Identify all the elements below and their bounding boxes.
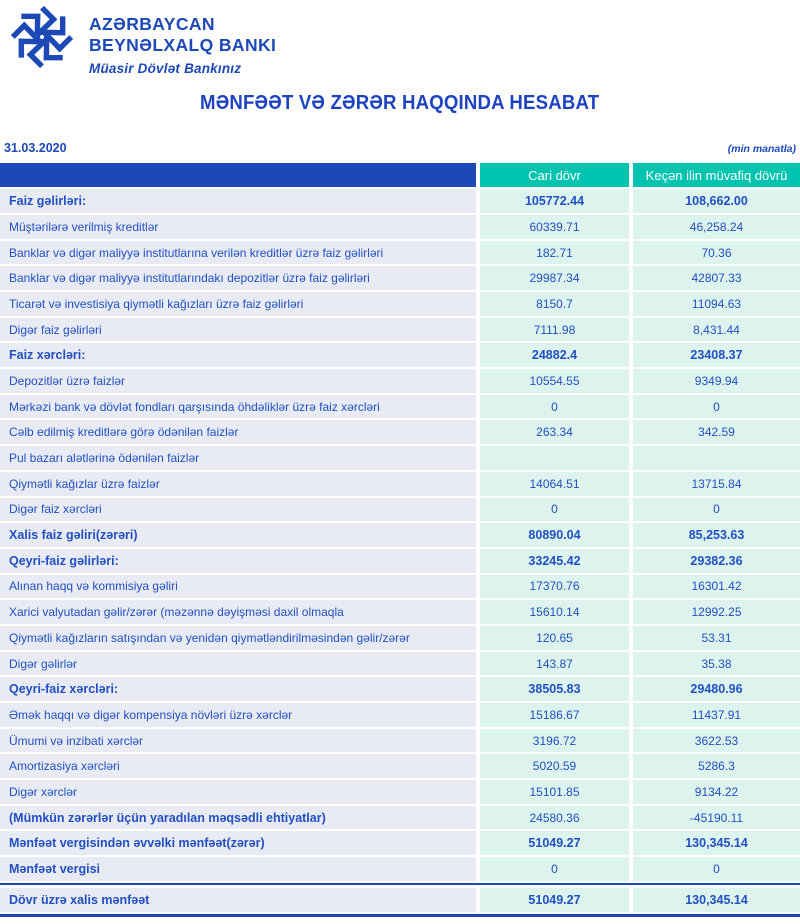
row-value-current: 0 [480,857,629,881]
row-label: Qiymətli kağızların satışından və yenidən qiymətləndirilməsindən gəlir/zərər [0,626,476,650]
header-cell-current-period: Cari dövr [480,163,629,187]
pnl-table [0,163,800,916]
row-value-previous: 0 [633,857,800,881]
bank-name [89,14,276,55]
row-label: Cəlb edilmiş kreditlərə görə ödənilən faizlər [0,420,476,444]
table-row [0,575,800,599]
row-label: Ümumi və inzibati xərclər [0,729,476,753]
row-value-current: 17370.76 [480,575,629,599]
row-value-current: 0 [480,395,629,419]
row-label: Digər xərclər [0,780,476,804]
table-bottom-border [0,914,800,917]
row-label: Qeyri-faiz gəlirləri: [0,549,476,573]
row-value-previous: 11094.63 [633,292,800,316]
row-value-current: 15610.14 [480,600,629,624]
unit-note: (min manatla) [727,143,796,156]
row-label: Ticarət və investisiya qiymətli kağızları üzrə faiz gəlirləri [0,292,476,316]
table-row [0,780,800,804]
row-value-current: 15186.67 [480,703,629,727]
table-row [0,420,800,444]
row-value-previous: 35.38 [633,652,800,676]
row-label: Digər gəlirlər [0,652,476,676]
table-row [0,888,800,912]
table-row [0,549,800,573]
report-date: 31.03.2020 [4,141,67,156]
table-row [0,369,800,393]
row-label: Depozitlər üzrə faizlər [0,369,476,393]
row-label: Amortizasiya xərcləri [0,754,476,778]
table-row [0,754,800,778]
brand-text [89,3,276,76]
row-value-previous: 130,345.14 [633,831,800,855]
table-row [0,498,800,522]
row-value-current [480,446,629,470]
header-cell-empty [0,163,476,187]
row-value-current: 29987.34 [480,266,629,290]
row-label: Digər faiz gəlirləri [0,318,476,342]
row-value-current: 10554.55 [480,369,629,393]
row-value-previous: 11437.91 [633,703,800,727]
row-value-previous: 342.59 [633,420,800,444]
row-value-current: 38505.83 [480,677,629,701]
row-label: Mərkəzi bank və dövlət fondları qarşısında öhdəliklər üzrə faiz xərcləri [0,395,476,419]
row-label: Banklar və digər maliyyə institutlarına verilən kreditlər üzrə faiz gəlirləri [0,241,476,265]
row-value-previous: 3622.53 [633,729,800,753]
row-label: Alınan haqq və kommisiya gəliri [0,575,476,599]
row-label: Xarici valyutadan gəlir/zərər (məzənnə dəyişməsi daxil olmaqla [0,600,476,624]
meta-row [0,141,800,155]
table-row [0,523,800,547]
row-value-previous: 85,253.63 [633,523,800,547]
row-label: Dövr üzrə xalis mənfəət [0,888,476,912]
row-value-previous: 53.31 [633,626,800,650]
row-value-previous: 29480.96 [633,677,800,701]
bank-tagline: Müasir Dövlət Bankınız [89,61,242,77]
row-value-previous: 0 [633,498,800,522]
table-row [0,677,800,701]
table-row [0,652,800,676]
row-label: Qeyri-faiz xərcləri: [0,677,476,701]
row-value-previous: 108,662.00 [633,189,800,213]
row-value-current: 8150.7 [480,292,629,316]
table-row [0,189,800,213]
row-label: Müştərilərə verilmiş kreditlər [0,215,476,239]
table-row [0,472,800,496]
bank-knot-logo-icon [8,3,76,71]
row-value-previous: 5286.3 [633,754,800,778]
table-row [0,266,800,290]
table-row [0,395,800,419]
bank-name-line1: AZƏRBAYCAN [89,14,215,34]
row-value-previous: 70.36 [633,241,800,265]
row-value-current: 3196.72 [480,729,629,753]
table-row [0,857,800,881]
row-value-previous: 130,345.14 [633,888,800,912]
row-value-current: 143.87 [480,652,629,676]
page-title: MƏNFƏƏT VƏ ZƏRƏR HAQQINDA HESABAT [200,92,600,115]
row-value-current: 15101.85 [480,780,629,804]
row-value-current: 51049.27 [480,831,629,855]
row-value-current: 0 [480,498,629,522]
row-value-previous: 13715.84 [633,472,800,496]
table-row [0,343,800,367]
row-label: Mənfəət vergisi [0,857,476,881]
table-row [0,703,800,727]
table-row [0,318,800,342]
title-row [0,92,800,115]
row-label: Digər faiz xərcləri [0,498,476,522]
row-label: Xalis faiz gəliri(zərəri) [0,523,476,547]
row-value-current: 33245.42 [480,549,629,573]
table-header-row [0,163,800,187]
row-value-current: 24580.36 [480,806,629,830]
row-value-current: 7111.98 [480,318,629,342]
row-value-current: 51049.27 [480,888,629,912]
table-row [0,292,800,316]
table-row [0,241,800,265]
row-value-current: 5020.59 [480,754,629,778]
row-value-current: 182.71 [480,241,629,265]
row-value-current: 60339.71 [480,215,629,239]
row-value-previous: 16301.42 [633,575,800,599]
table-row [0,446,800,470]
header-cell-previous-period: Keçən ilin müvafiq dövrü [633,163,800,187]
table-row [0,600,800,624]
row-label: Qiymətli kağızlar üzrə faizlər [0,472,476,496]
row-value-current: 120.65 [480,626,629,650]
table-row [0,806,800,830]
row-label: Banklar və digər maliyyə institutlarındakı depozitlər üzrə faiz gəlirləri [0,266,476,290]
row-value-previous: 8,431.44 [633,318,800,342]
table-row [0,215,800,239]
row-label: Faiz gəlirləri: [0,189,476,213]
row-value-previous: 9134.22 [633,780,800,804]
table-separator-line [0,883,800,885]
row-label: Əmək haqqı və digər kompensiya növləri üzrə xərclər [0,703,476,727]
row-label: Pul bazarı alətlərinə ödənilən faizlər [0,446,476,470]
table-row [0,729,800,753]
row-value-current: 14064.51 [480,472,629,496]
table-row [0,626,800,650]
row-value-current: 263.34 [480,420,629,444]
row-value-previous: 23408.37 [633,343,800,367]
table-body [0,189,800,911]
row-value-previous: 46,258.24 [633,215,800,239]
row-value-previous: 0 [633,395,800,419]
row-value-current: 24882.4 [480,343,629,367]
brand-header [0,0,800,76]
row-value-previous: 12992.25 [633,600,800,624]
row-value-previous: 42807.33 [633,266,800,290]
row-label: (Mümkün zərərlər üçün yaradılan məqsədli ehtiyatlar) [0,806,476,830]
row-value-current: 80890.04 [480,523,629,547]
row-label: Mənfəət vergisindən əvvəlki mənfəət(zərər) [0,831,476,855]
row-value-current: 105772.44 [480,189,629,213]
table-row [0,831,800,855]
row-label: Faiz xərcləri: [0,343,476,367]
row-value-previous [633,446,800,470]
row-value-previous: 9349.94 [633,369,800,393]
row-value-previous: 29382.36 [633,549,800,573]
bank-name-line2: BEYNƏLXALQ BANKI [89,34,277,55]
row-value-previous: -45190.11 [633,806,800,830]
